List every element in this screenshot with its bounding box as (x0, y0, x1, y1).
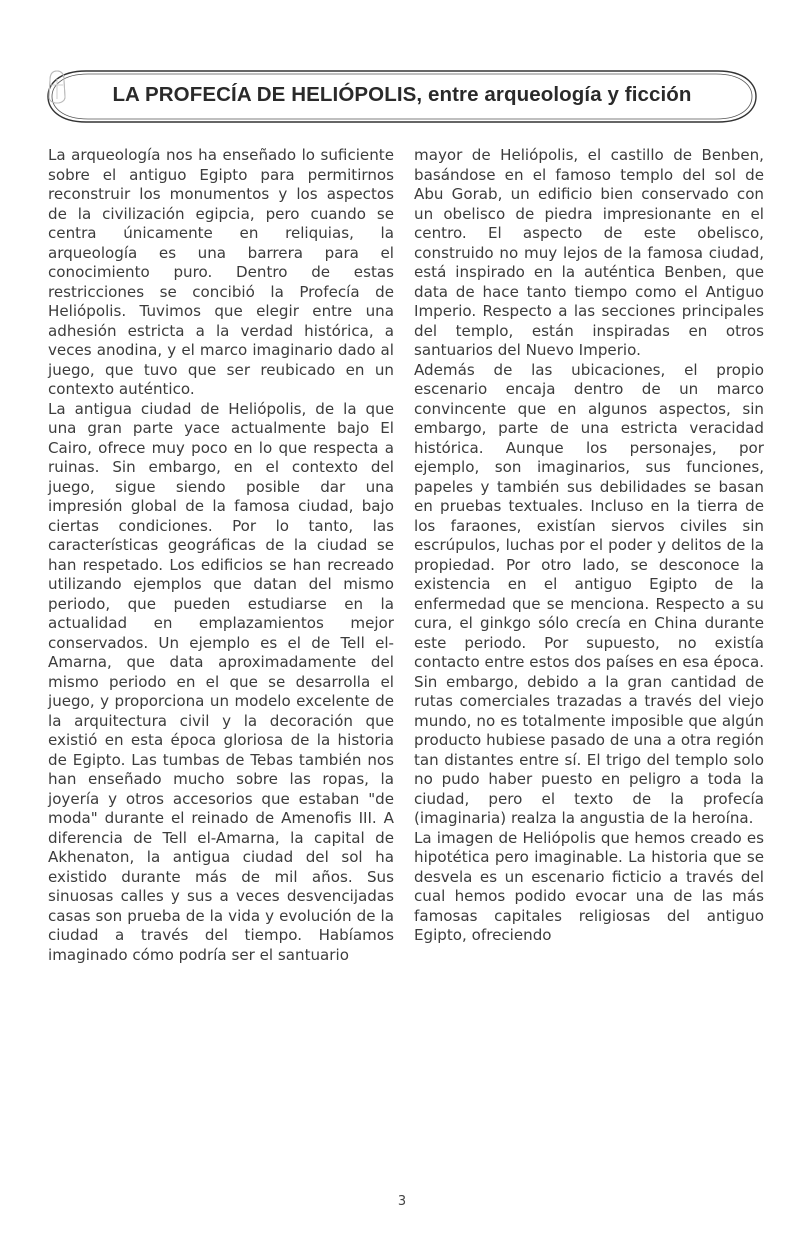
paragraph: Además de las ubicaciones, el propio escenario encaja dentro de un marco convincente que en algunos aspectos, sin embargo, parte de una estricta veracidad histórica. Aunque los personajes, por ejemplo, son imaginarios, sus funciones, papeles y también sus debilidades se basan en pruebas textuales. Incluso en la tierra de los faraones, existían siervos civiles sin escrúpulos, luchas por el poder y delitos de la propiedad. Por otro lado, se desconoce la existencia en el antiguo Egipto de la enfermedad que se menciona. Respecto a su cura, el ginkgo sólo crecía en China durante este periodo. Por supuesto, no existía contacto entre estos dos países en esa época. Sin embargo, debido a la gran cantidad de rutas comerciales trazadas a través del viejo mundo, no es totalmente imposible que algún producto hubiese pasado de una a otra región tan distantes entre sí. El trigo del templo solo no pudo haber puesto en peligro a toda la ciudad, pero el texto de la profecía (imaginaria) realza la angustia de la heroína. (414, 360, 764, 827)
title-banner (46, 69, 758, 124)
title-subtitle: entre arqueología y ficción (422, 83, 692, 106)
paragraph: La antigua ciudad de Heliópolis, de la que una gran parte yace actualmente bajo El Cairo, ofrece muy poco en lo que respecta a ruinas. Sin embargo, en el contexto del juego, sigue siendo posible dar una impresión global de la famosa ciudad, bajo ciertas condiciones. Por lo tanto, las características geográficas de la ciudad se han respetado. Los edificios se han recreado utilizando ejemplos que datan del mismo periodo, que pueden estudiarse en la actualidad en emplazamientos mejor conservados. Un ejemplo es el de Tell el-Amarna, que data aproximadamente del mismo periodo en el que se desarrolla el juego, y proporciona un modelo excelente de la arquitectura civil y la decoración que existió en esta época gloriosa de la historia de Egipto. Las tumbas de Tebas también nos han enseñado mucho sobre las ropas, la joyería y otros accesorios que estaban "de moda" durante el reinado de Amenofis III. A diferencia de Tell el-Amarna, la capital de Akhenaton, la antigua ciudad del sol ha existido durante más de mil años. Sus sinuosas calles y sus a veces desvencijadas casas son prueba de la vida y evolución de la ciudad a través del tiempo. Habíamos imaginado cómo podría ser el santuario (48, 399, 394, 964)
paragraph: La arqueología nos ha enseñado lo suficiente sobre el antiguo Egipto para permitirnos reconstruir los monumentos y los aspectos de la civilización egipcia, pero cuando se centra únicamente en reliquias, la arqueología es una barrera para el conocimiento puro. Dentro de estas restricciones se concibió la Profecía de Heliópolis. Tuvimos que elegir entre una adhesión estricta a la verdad histórica, a veces anodina, y el marco imaginario dado al juego, que tuvo que ser reubicado en un contexto auténtico. (48, 146, 394, 398)
page-number: 3 (397, 1194, 407, 1209)
title-main: LA PROFECÍA DE HELIÓPOLIS, (112, 83, 423, 106)
text-column-right (414, 146, 764, 946)
paragraph: mayor de Heliópolis, el castillo de Benben, basándose en el famoso templo del sol de Abu Gorab, un edificio bien conservado con un obelisco de piedra impresionante en el centro. El aspecto de este obelisco, construido no muy lejos de la famosa ciudad, está inspirado en la auténtica Benben, que data de hace tanto tiempo como el Antiguo Imperio. Respecto a las secciones principales del templo, están inspiradas en otros santuarios del Nuevo Imperio. (414, 146, 764, 359)
page-title (46, 83, 758, 107)
paragraph: La imagen de Heliópolis que hemos creado es hipotética pero imaginable. La historia que se desvela es un escenario ficticio a través del cual hemos podido evocar una de las más famosas capitales religiosas del antiguo Egipto, ofreciendo (414, 828, 764, 944)
text-column-left (48, 146, 394, 965)
